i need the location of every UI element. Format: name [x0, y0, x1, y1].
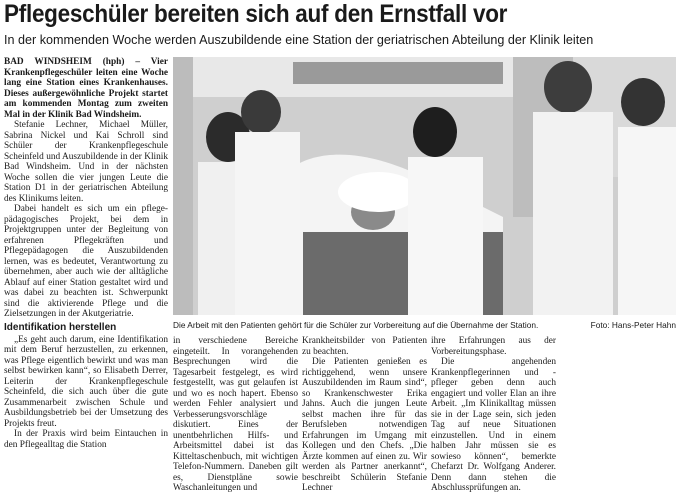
- article-column-2: [173, 336, 298, 494]
- article-lead: BAD WINDSHEIM (hph) – Vier Krankenpflegeschüler leiten eine Woche lang eine Station eines Krankenhauses. Dieses außergewöhnliche Projekt startet am kommenden Montag zum zweiten Mal in der Klinik Bad Windsheim.: [4, 57, 168, 120]
- paragraph: Stefanie Lechner, Michael Müller, Sabrina Nickel und Kai Schroll sind Schüler der Krankenpflegeschule Scheinfeld und Auszubildende in der Klinik Bad Windsheim. Und in der nächsten Woche sollen die vier jungen Leute die Station D1 in der geriatrischen Abteilung des Klinikums leiten.: [4, 120, 168, 204]
- photo-caption: Die Arbeit mit den Patienten gehört für die Schüler zur Vorbereitung auf die Übernahme der Station.: [173, 320, 539, 330]
- photo-credit: Foto: Hans-Peter Hahn: [590, 320, 676, 330]
- section-heading: Identifikation herstellen: [4, 321, 117, 333]
- photo-caption-row: [173, 320, 676, 330]
- paragraph: „Es geht auch darum, eine Identifikation mit dem Beruf herzustellen, zu erkennen, was Pflege eigentlich bewirkt und was man selbst bewirken kann“, so Elisabeth Derrer, Leiterin der Krankenpflegeschule Scheinfeld, die sich auch über die gute Zusammenarbeit zwischen Schule und Ausbildungsbetrieb bei der Umsetzung des Projekts freut.: [4, 334, 168, 429]
- paragraph: ihre Erfahrungen aus der Vorbereitungsphase.: [431, 336, 556, 357]
- article-photo: [173, 57, 676, 315]
- article-column-left: [4, 57, 168, 450]
- article-headline: Pflegeschüler bereiten sich auf den Ernstfall vor: [4, 0, 508, 28]
- paragraph: Die angehenden Krankenpflegerinnen und -pfleger geben denn auch engagiert und voller Elan an ihre Arbeit. „Im Klinikalltag müssen sie in der Lage sein, sich jeden Tag auf neue Situationen einzustellen. Und in einem halben Jahr müssen sie es sowieso können“, bemerkte Chefarzt Dr. Wolfgang Anderer. Denn dann stehen die Abschlussprüfungen an.: [431, 357, 556, 493]
- paragraph: in verschiedene Bereiche eingeteilt. In vorangehenden Besprechungen wird die Tagesarbeit festgelegt, es wird festgestellt, was gut gelaufen ist und wo es noch hapert. Ebenso werden Fehler analysiert und Verbesserungsvorschläge diskutiert. Eines der unentbehrlichen Hilfs- und Arbeitsmittel dabei ist das Kitteltaschenbuch, mit wichtigen Telefon-Nummern. Daneben gilt es, Dienstpläne sowie Waschanleitungen und: [173, 336, 298, 493]
- paragraph: Dabei handelt es sich um ein pflege-pädagogisches Projekt, bei dem in Projektgruppen unter der Begleitung von erfahrenen Pflegekräften und Pflegepädagogen die Auszubildenden lernen, was es bedeutet, Verantwortung zu übernehmen, aber auch wie der alltägliche Ablauf auf einer Station gestaltet wird und was dabei zu beachten ist. Schwerpunkt sind die aktivierende Pflege und die Zielsetzungen in der Akutgeriatrie.: [4, 204, 168, 319]
- paragraph: Krankheitsbilder von Patienten zu beachten.: [302, 336, 427, 357]
- article-column-3: [302, 336, 427, 494]
- paragraph: Die Patienten genießen es richtiggehend, wenn unsere Auszubildenden im Raum sind“, so Krankenschwester Erika Jahns. Auch die jungen Leute selbst machen ihre für das Berufsleben notwendigen Erfahrungen im Umgang mit Kollegen und den Chefs. „Die Ärzte kommen auf einen zu. Wir werden als Partner anerkannt“, beschreibt Schülerin Stefanie Lechner: [302, 357, 427, 493]
- paragraph: In der Praxis wird beim Eintauchen in den Pflegealltag die Station: [4, 429, 168, 450]
- article-column-4: [431, 336, 556, 494]
- article-subheadline: In der kommenden Woche werden Auszubildende eine Station der geriatrischen Abteilung der Klinik leiten: [4, 33, 594, 47]
